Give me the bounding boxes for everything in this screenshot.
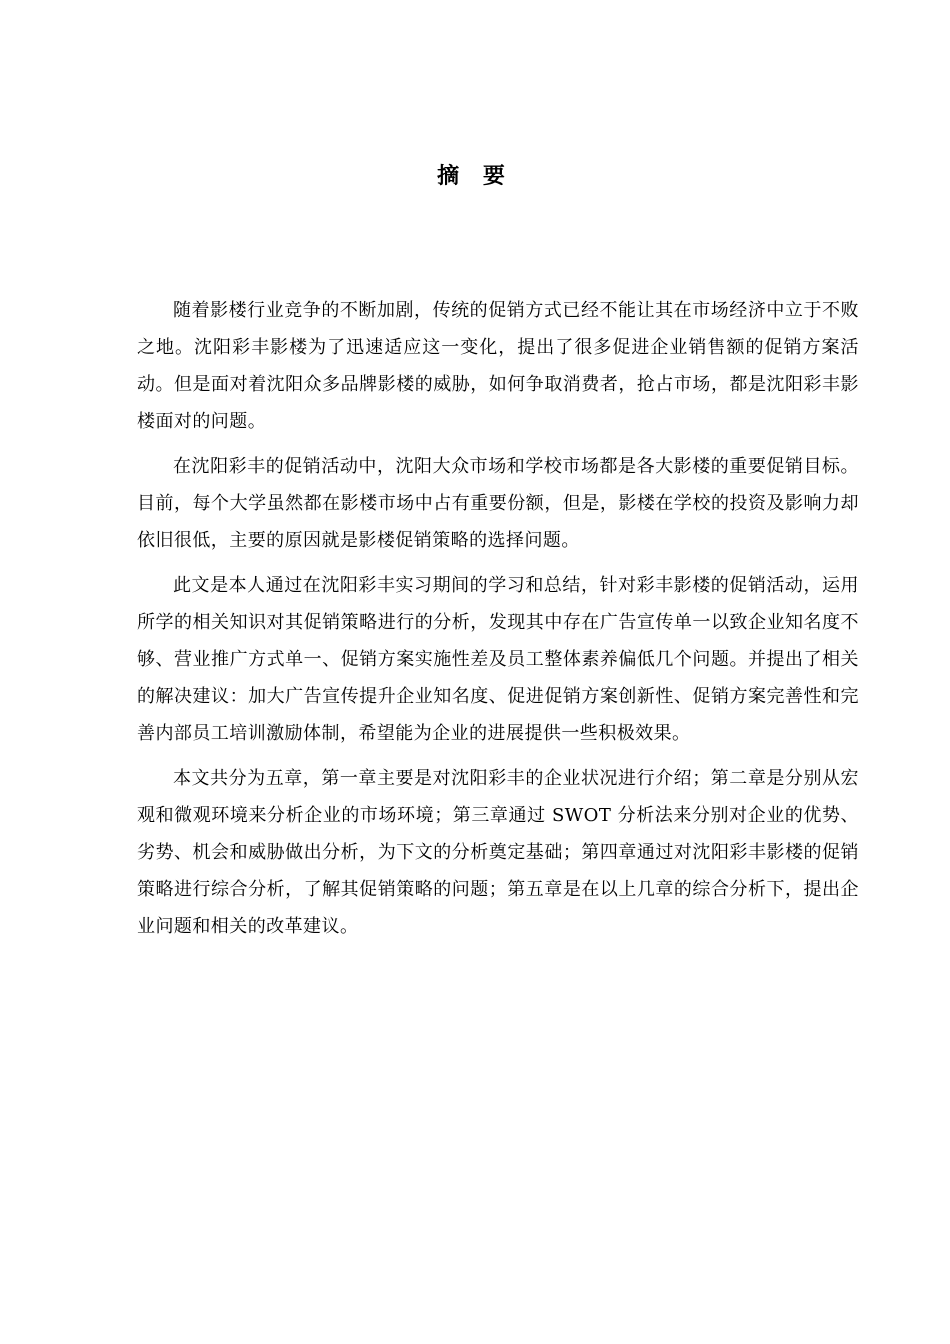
page-title: 摘 要	[437, 163, 513, 189]
abstract-body	[137, 292, 859, 953]
abstract-paragraph-3: 此文是本人通过在沈阳彩丰实习期间的学习和总结，针对彩丰影楼的促销活动，运用所学的相关知识对其促销策略进行的分析，发现其中存在广告宣传单一以致企业知名度不够、营业推广方式单一、促销方案实施性差及员工整体素养偏低几个问题。并提出了相关的解决建议：加大广告宣传提升企业知名度、促进促销方案创新性、促销方案完善性和完善内部员工培训激励体制，希望能为企业的进展提供一些积极效果。	[137, 575, 859, 744]
abstract-paragraph-2: 在沈阳彩丰的促销活动中，沈阳大众市场和学校市场都是各大影楼的重要促销目标。目前，每个大学虽然都在影楼市场中占有重要份额，但是，影楼在学校的投资及影响力却依旧很低，主要的原因就是影楼促销策略的选择问题。	[137, 456, 859, 551]
abstract-paragraph-4: 本文共分为五章，第一章主要是对沈阳彩丰的企业状况进行介绍；第二章是分别从宏观和微观环境来分析企业的市场环境；第三章通过 SWOT 分析法来分别对企业的优势、劣势、机会和威胁做出分析，为下文的分析奠定基础；第四章通过对沈阳彩丰影楼的促销策略进行综合分析，了解其促销策略的问题；第五章是在以上几章的综合分析下，提出企业问题和相关的改革建议。	[137, 768, 859, 937]
abstract-paragraph-1: 随着影楼行业竞争的不断加剧，传统的促销方式已经不能让其在市场经济中立于不败之地。沈阳彩丰影楼为了迅速适应这一变化，提出了很多促进企业销售额的促销方案活动。但是面对着沈阳众多品牌影楼的威胁，如何争取消费者，抢占市场，都是沈阳彩丰影楼面对的问题。	[137, 300, 859, 432]
